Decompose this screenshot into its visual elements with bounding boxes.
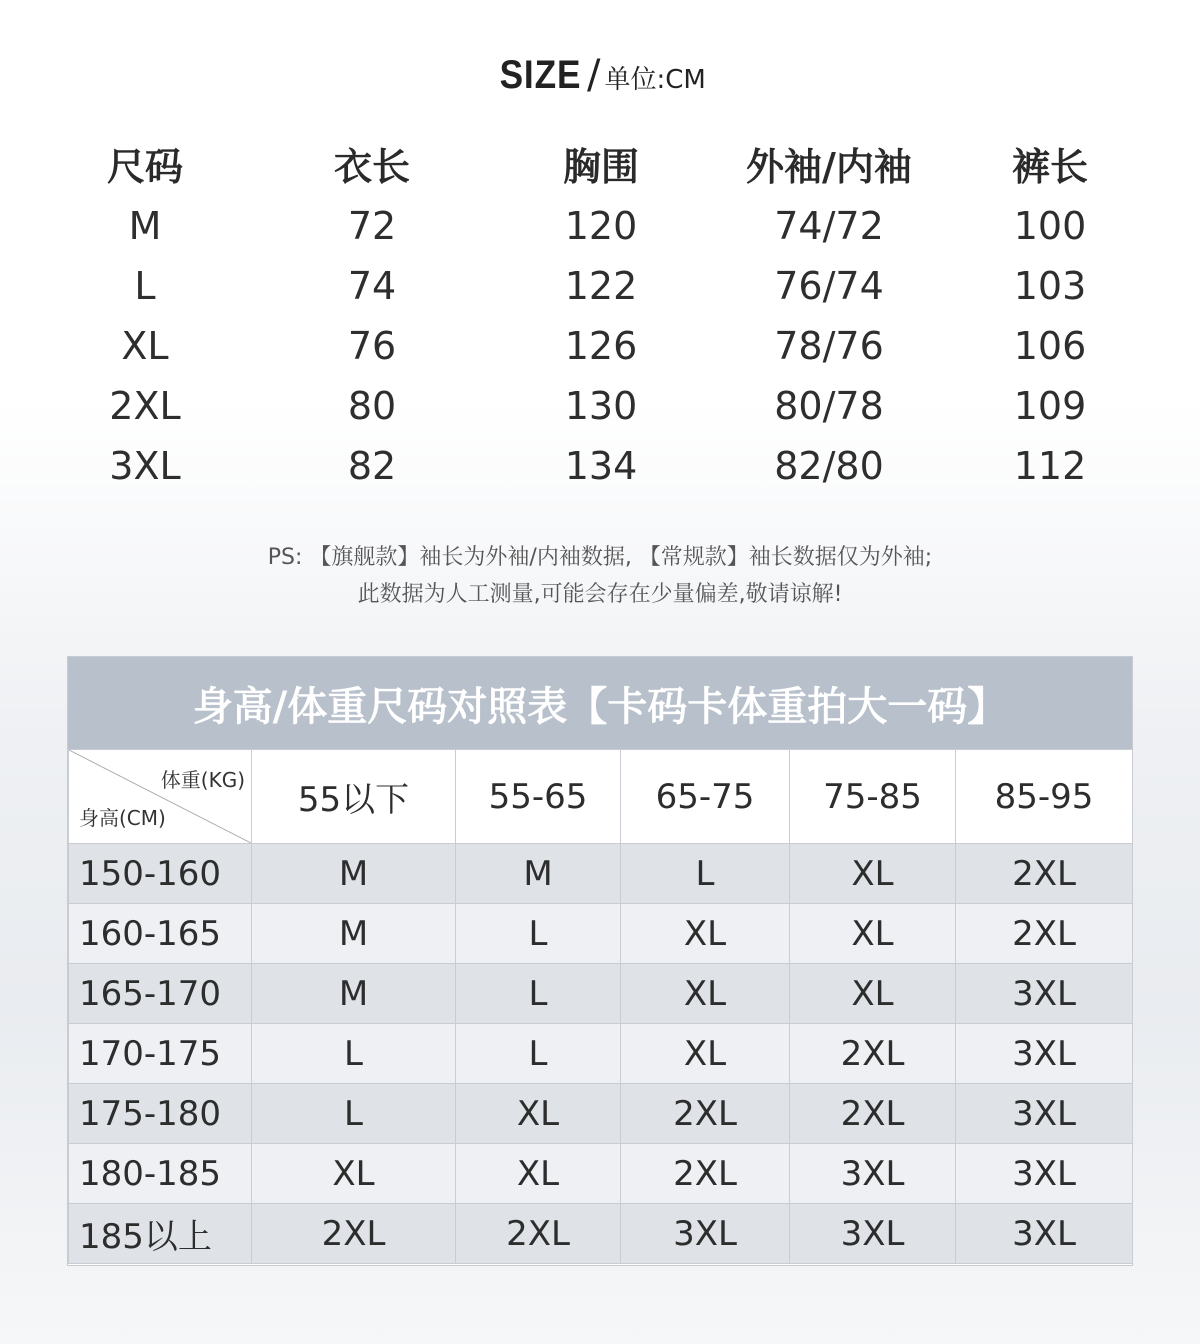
size-cell: 3XL [956, 1144, 1133, 1204]
header-size: 尺码 [106, 144, 184, 189]
size-cell: 2XL [252, 1204, 456, 1264]
page-title [0, 52, 1200, 108]
header-pants-length: 裤长 [1011, 144, 1089, 189]
size-cell: 2XL [109, 384, 181, 428]
height-cell: 160-165 [69, 904, 252, 964]
sleeve-cell: 74/72 [774, 204, 884, 248]
header-length: 衣长 [333, 144, 411, 189]
size-cell: L [252, 1084, 456, 1144]
height-cell: 175-180 [69, 1084, 252, 1144]
size-cell: XL [456, 1144, 621, 1204]
size-cell: XL [621, 904, 790, 964]
size-cell: XL [456, 1084, 621, 1144]
size-cell: 3XL [790, 1204, 956, 1264]
weight-header-row [69, 750, 1133, 844]
size-cell: L [252, 1024, 456, 1084]
size-cell: XL [621, 964, 790, 1024]
weight-header: 65-75 [621, 750, 790, 844]
table-row [69, 1144, 1133, 1204]
size-lookup-table [68, 749, 1133, 1264]
title-unit: 单位:CM [604, 65, 706, 95]
weight-header: 75-85 [790, 750, 956, 844]
size-cell: L [456, 1024, 621, 1084]
size-cell: L [456, 904, 621, 964]
size-cell: L [134, 264, 156, 308]
size-cell: 3XL [956, 964, 1133, 1024]
size-cell: 2XL [956, 904, 1133, 964]
size-row [0, 256, 1200, 316]
title-slash: / [587, 52, 601, 98]
chest-cell: 130 [564, 384, 638, 428]
chart-title: 身高/体重尺码对照表【卡码卡体重拍大一码】 [68, 657, 1132, 749]
size-cell: M [128, 204, 162, 248]
size-cell: M [252, 964, 456, 1024]
length-cell: 80 [347, 384, 397, 428]
chest-cell: 134 [564, 444, 638, 488]
table-row [69, 844, 1133, 904]
corner-height-label: 身高(CM) [79, 806, 166, 830]
height-cell: 150-160 [69, 844, 252, 904]
size-row [0, 196, 1200, 256]
chest-cell: 126 [564, 324, 638, 368]
height-cell: 165-170 [69, 964, 252, 1024]
size-cell: XL [121, 324, 169, 368]
length-cell: 76 [347, 324, 397, 368]
note-line-2: 此数据为人工测量,可能会存在少量偏差,敬请谅解! [357, 582, 843, 607]
height-cell: 180-185 [69, 1144, 252, 1204]
pants-cell: 112 [1013, 444, 1087, 488]
size-table-header [0, 130, 1200, 196]
size-row [0, 376, 1200, 436]
weight-header: 55-65 [456, 750, 621, 844]
corner-cell [69, 750, 252, 844]
length-cell: 72 [347, 204, 397, 248]
table-row [69, 904, 1133, 964]
pants-cell: 103 [1013, 264, 1087, 308]
size-cell: XL [790, 904, 956, 964]
size-cell: XL [790, 844, 956, 904]
note-line-1: PS: 【旗舰款】袖长为外袖/内袖数据, 【常规款】袖长数据仅为外袖; [267, 545, 933, 570]
size-cell: 2XL [621, 1084, 790, 1144]
size-cell: 3XL [109, 444, 181, 488]
table-row [69, 964, 1133, 1024]
size-row [0, 316, 1200, 376]
size-cell: XL [621, 1024, 790, 1084]
pants-cell: 109 [1013, 384, 1087, 428]
weight-header: 85-95 [956, 750, 1133, 844]
size-cell: XL [790, 964, 956, 1024]
height-weight-size-chart [67, 656, 1133, 1266]
chest-cell: 122 [564, 264, 638, 308]
pants-cell: 106 [1013, 324, 1087, 368]
size-measurement-table [0, 130, 1200, 496]
header-chest: 胸围 [562, 144, 640, 189]
size-cell: M [456, 844, 621, 904]
size-cell: 3XL [621, 1204, 790, 1264]
size-row [0, 436, 1200, 496]
size-cell: 2XL [456, 1204, 621, 1264]
length-cell: 82 [347, 444, 397, 488]
height-cell: 185以上 [69, 1204, 252, 1264]
sleeve-cell: 80/78 [774, 384, 884, 428]
sleeve-cell: 82/80 [774, 444, 884, 488]
header-sleeve: 外袖/内袖 [746, 144, 912, 189]
height-cell: 170-175 [69, 1024, 252, 1084]
table-row [69, 1204, 1133, 1264]
title-size: SIZE [499, 53, 582, 97]
size-cell: L [621, 844, 790, 904]
size-cell: M [252, 904, 456, 964]
sleeve-cell: 76/74 [774, 264, 884, 308]
weight-header: 55以下 [252, 750, 456, 844]
size-cell: M [252, 844, 456, 904]
size-cell: L [456, 964, 621, 1024]
pants-cell: 100 [1013, 204, 1087, 248]
size-cell: 2XL [621, 1144, 790, 1204]
sleeve-cell: 78/76 [774, 324, 884, 368]
table-row [69, 1084, 1133, 1144]
size-cell: 3XL [956, 1084, 1133, 1144]
size-cell: 2XL [956, 844, 1133, 904]
size-cell: 3XL [956, 1024, 1133, 1084]
size-cell: 3XL [956, 1204, 1133, 1264]
corner-weight-label: 体重(KG) [160, 768, 245, 792]
size-cell: 2XL [790, 1024, 956, 1084]
size-cell: 2XL [790, 1084, 956, 1144]
length-cell: 74 [347, 264, 397, 308]
table-row [69, 1024, 1133, 1084]
size-cell: XL [252, 1144, 456, 1204]
size-cell: 3XL [790, 1144, 956, 1204]
chest-cell: 120 [564, 204, 638, 248]
